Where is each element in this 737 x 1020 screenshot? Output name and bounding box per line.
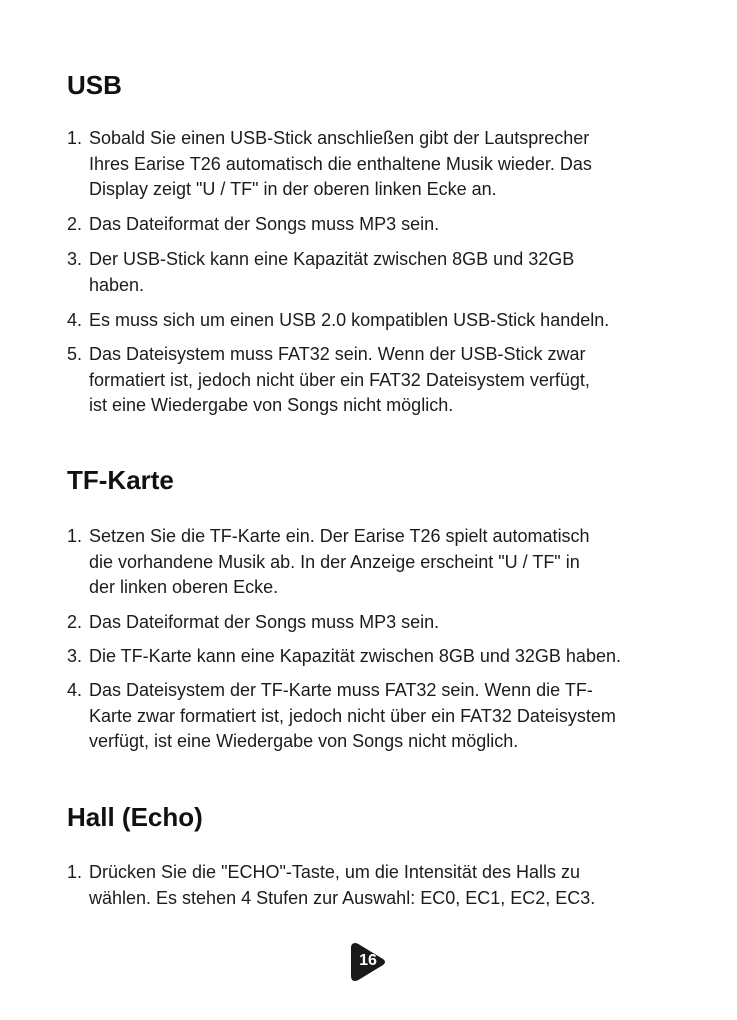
list-text-line: Ihres Earise T26 automatisch die enthaltene Musik wieder. Das	[89, 153, 592, 174]
list-item	[67, 610, 707, 636]
list-number: 3.	[67, 249, 83, 269]
list-text-line: ist eine Wiedergabe von Songs nicht möglich.	[89, 395, 454, 415]
list-text-line: formatiert ist, jedoch nicht über ein FAT32 Dateisystem verfügt,	[89, 369, 590, 390]
list-number: 4.	[67, 680, 83, 700]
list-item	[67, 308, 707, 334]
list-number: 4.	[67, 310, 83, 330]
list-text-line: Karte zwar formatiert ist, jedoch nicht über ein FAT32 Dateisystem	[89, 705, 616, 726]
list-number: 2.	[67, 612, 83, 632]
list-text-line: Es muss sich um einen USB 2.0 kompatiblen USB-Stick handeln.	[89, 310, 610, 330]
list-item	[67, 860, 707, 911]
section-title: TF-Karte	[67, 465, 174, 495]
list-text-line: Die TF-Karte kann eine Kapazität zwischen 8GB und 32GB haben.	[89, 646, 621, 666]
list-text-line: die vorhandene Musik ab. In der Anzeige erscheint "U / TF" in	[89, 551, 580, 572]
list-text-line: Drücken Sie die "ECHO"-Taste, um die Intensität des Halls zu	[89, 862, 580, 882]
list-number: 3.	[67, 646, 83, 666]
list-item	[67, 678, 707, 755]
list-item	[67, 644, 707, 670]
list-text-line: Setzen Sie die TF-Karte ein. Der Earise T26 spielt automatisch	[89, 526, 590, 546]
list-item	[67, 126, 707, 203]
list-text-line: Das Dateiformat der Songs muss MP3 sein.	[89, 214, 440, 234]
list-item	[67, 212, 707, 238]
list-number: 1.	[67, 128, 83, 148]
list-number: 1.	[67, 862, 83, 882]
list-text-line: Das Dateiformat der Songs muss MP3 sein.	[89, 612, 440, 632]
list-text-line: Sobald Sie einen USB-Stick anschließen gibt der Lautsprecher	[89, 128, 590, 148]
section-title: Hall (Echo)	[67, 802, 203, 832]
list-item	[67, 524, 707, 601]
list-text-line: Das Dateisystem der TF-Karte muss FAT32 sein. Wenn die TF-	[89, 680, 593, 700]
list-text-line: verfügt, ist eine Wiedergabe von Songs nicht möglich.	[89, 731, 519, 751]
section-title: USB	[67, 70, 122, 100]
list-text-line: der linken oberen Ecke.	[89, 577, 279, 597]
list-text-line: Display zeigt "U / TF" in der oberen linken Ecke an.	[89, 179, 497, 199]
list-number: 2.	[67, 214, 83, 234]
page-number: 16	[359, 952, 377, 969]
list-number: 1.	[67, 526, 83, 546]
list-item	[67, 247, 707, 298]
list-text-line: Der USB-Stick kann eine Kapazität zwischen 8GB und 32GB	[89, 249, 575, 269]
list-item	[67, 342, 707, 419]
page-number-badge	[349, 940, 389, 984]
list-number: 5.	[67, 344, 83, 364]
list-text-line: haben.	[89, 274, 145, 295]
list-text-line: Das Dateisystem muss FAT32 sein. Wenn der USB-Stick zwar	[89, 344, 586, 364]
list-text-line: wählen. Es stehen 4 Stufen zur Auswahl: EC0, EC1, EC2, EC3.	[89, 887, 596, 908]
